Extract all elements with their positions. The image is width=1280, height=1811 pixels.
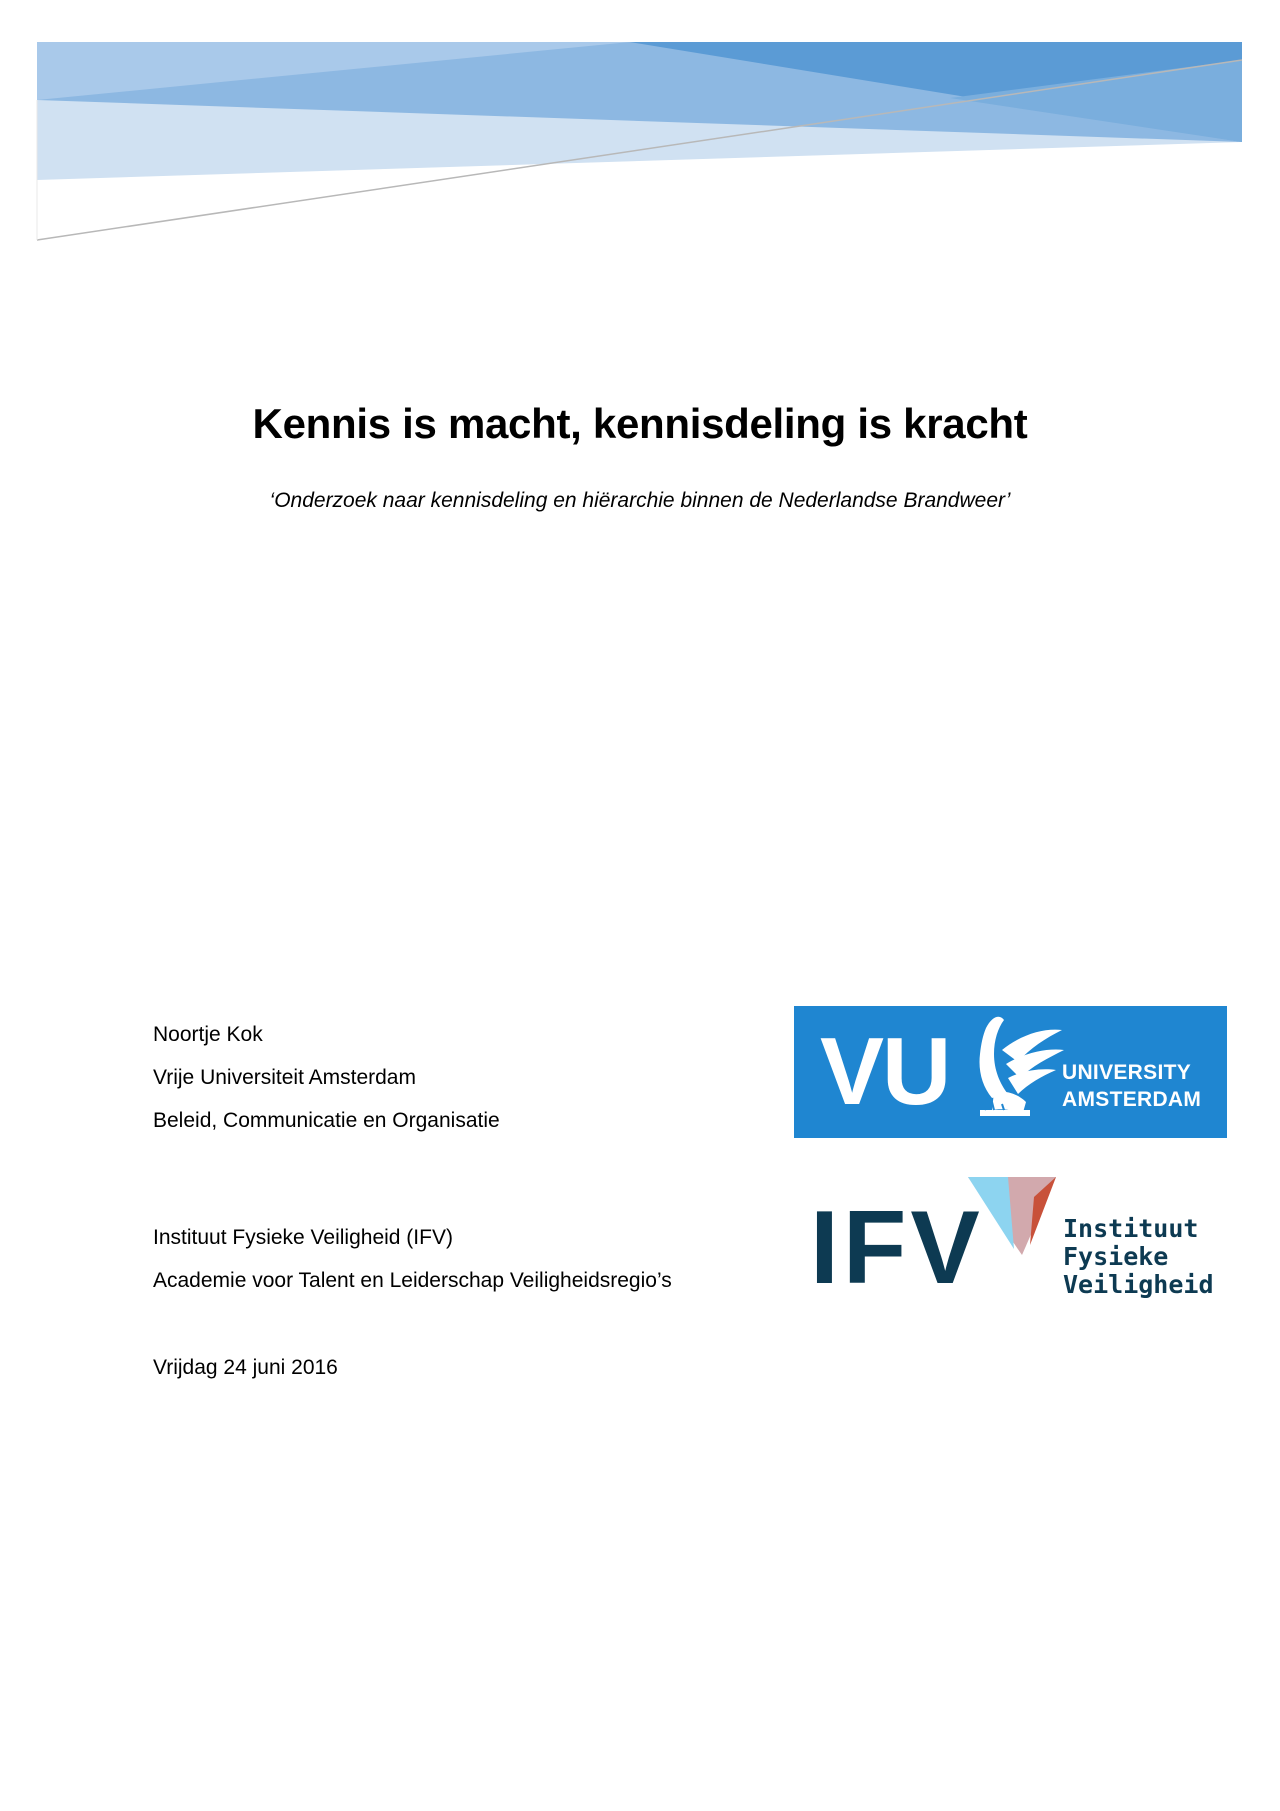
- ifv-logo-letters: IFV: [810, 1190, 984, 1306]
- vu-logo-line2: AMSTERDAM: [1062, 1088, 1202, 1111]
- institute-name: Instituut Fysieke Veiligheid (IFV): [153, 1226, 453, 1249]
- vu-logo-line1: UNIVERSITY: [1062, 1061, 1192, 1084]
- academy-name: Academie voor Talent en Leiderschap Veiligheidsregio’s: [153, 1269, 672, 1292]
- ifv-logo-line3: Veiligheid: [1063, 1270, 1214, 1299]
- university-name: Vrije Universiteit Amsterdam: [153, 1066, 416, 1089]
- vu-logo: [794, 1006, 1227, 1138]
- ifv-logo: [808, 1175, 1218, 1315]
- study-program: Beleid, Communicatie en Organisatie: [153, 1109, 500, 1132]
- ifv-logo-line2: Fysieke: [1063, 1242, 1169, 1271]
- header-decoration: [0, 0, 1280, 260]
- document-date: Vrijdag 24 juni 2016: [153, 1356, 338, 1379]
- document-title: Kennis is macht, kennisdeling is kracht: [252, 400, 1028, 447]
- ifv-logo-line1: Instituut: [1063, 1214, 1199, 1243]
- vu-logo-letters: VU: [820, 1018, 950, 1125]
- author-name: Noortje Kok: [153, 1023, 263, 1046]
- document-subtitle: ‘Onderzoek naar kennisdeling en hiërarchie binnen de Nederlandse Brandweer’: [269, 489, 1011, 512]
